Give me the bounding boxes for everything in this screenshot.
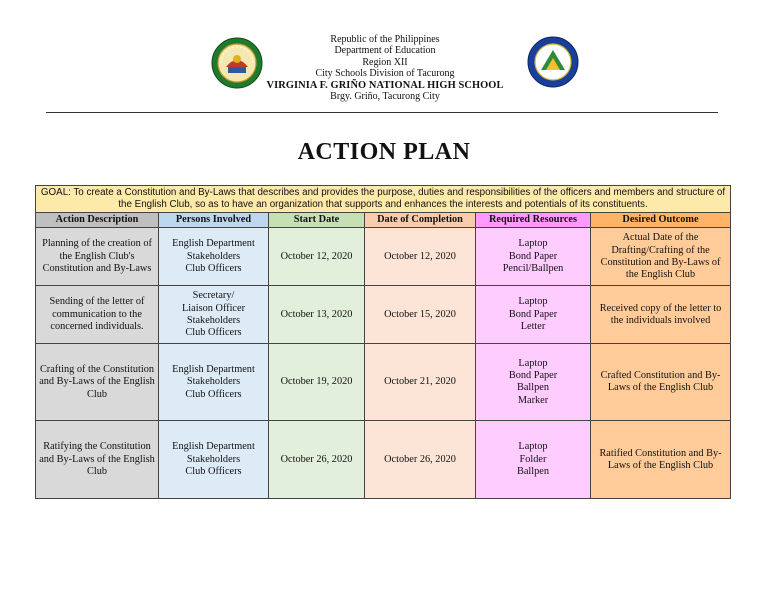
resource-item: Laptop xyxy=(518,357,548,369)
completion-date-cell: October 26, 2020 xyxy=(365,421,476,499)
header-line: City Schools Division of Tacurong xyxy=(315,68,455,80)
resource-item: Laptop xyxy=(518,296,548,308)
resource-item: Bond Paper xyxy=(508,370,558,381)
person-item: Club Officers xyxy=(185,327,242,339)
person-item: Liaison Officer xyxy=(182,302,245,314)
start-date-cell: October 12, 2020 xyxy=(269,228,365,286)
letterhead xyxy=(0,0,768,120)
resource-item: Ballpen xyxy=(516,466,550,478)
outcome-cell: Crafted Constitution and By-Laws of the English Club xyxy=(591,344,731,421)
outcome-cell: Ratified Constitution and By-Laws of the English Club xyxy=(591,421,731,499)
completion-date-cell: October 21, 2020 xyxy=(365,344,476,421)
letterhead-text xyxy=(260,34,510,102)
action-plan-table xyxy=(35,185,731,499)
person-item: Stakeholders xyxy=(186,314,241,326)
person-item: English Department xyxy=(172,363,255,375)
deped-seal-icon xyxy=(211,37,263,89)
table-row xyxy=(36,228,731,286)
action-cell: Ratifying the Constitution and By-Laws of the English Club xyxy=(36,421,159,499)
school-seal-icon xyxy=(527,36,579,88)
persons-cell xyxy=(159,344,269,421)
completion-date-cell: October 15, 2020 xyxy=(365,286,476,344)
column-header: Date of Completion xyxy=(365,213,476,228)
resource-item: Laptop xyxy=(518,441,548,453)
action-cell: Crafting of the Constitution and By-Laws of the English Club xyxy=(36,344,159,421)
resources-cell xyxy=(476,228,591,286)
resource-item: Laptop xyxy=(518,238,548,250)
resources-cell xyxy=(476,286,591,344)
column-header: Required Resources xyxy=(476,213,591,228)
school-address: Brgy. Griño, Tacurong City xyxy=(330,91,440,103)
resources-cell xyxy=(476,344,591,421)
completion-date-cell: October 12, 2020 xyxy=(365,228,476,286)
action-cell: Planning of the creation of the English Club's Constitution and By-Laws xyxy=(36,228,159,286)
resource-item: Bond Paper xyxy=(508,250,558,262)
table-header-row xyxy=(36,213,731,228)
persons-cell xyxy=(159,286,269,344)
start-date-cell: October 13, 2020 xyxy=(269,286,365,344)
resources-cell xyxy=(476,421,591,499)
persons-cell xyxy=(159,421,269,499)
table-row xyxy=(36,286,731,344)
table-row xyxy=(36,344,731,421)
person-item: English Department xyxy=(172,441,255,453)
persons-cell xyxy=(159,228,269,286)
person-item: Stakeholders xyxy=(186,376,241,388)
resource-item: Ballpen xyxy=(516,382,550,394)
goal-text: GOAL: To create a Constitution and By-Laws that describes and provides the purpose, duties and responsibilities of the officers and members and structure of the English Club, so as to have an organization that supports and enhances the interests and potentials of its constituents. xyxy=(36,186,731,213)
resource-item: Marker xyxy=(517,394,549,406)
column-header: Start Date xyxy=(269,213,365,228)
column-header: Persons Involved xyxy=(159,213,269,228)
person-item: Stakeholders xyxy=(186,453,241,465)
person-item: Club Officers xyxy=(185,466,242,478)
action-cell: Sending of the letter of communication to the concerned individuals. xyxy=(36,286,159,344)
school-name: VIRGINIA F. GRIÑO NATIONAL HIGH SCHOOL xyxy=(266,79,504,91)
person-item: Secretary/ xyxy=(192,290,235,302)
resource-item: Bond Paper xyxy=(508,308,558,320)
page-title: ACTION PLAN xyxy=(297,139,471,165)
header-divider xyxy=(46,112,718,113)
person-item: Club Officers xyxy=(185,388,242,400)
resource-item: Folder xyxy=(519,453,547,465)
outcome-cell: Actual Date of the Drafting/Crafting of the Constitution and By-Laws of the English Club xyxy=(591,228,731,286)
resource-item: Pencil/Ballpen xyxy=(502,263,564,275)
resource-item: Letter xyxy=(520,321,546,333)
column-header: Desired Outcome xyxy=(591,213,731,228)
column-header: Action Description xyxy=(36,213,159,228)
header-line: Region XII xyxy=(362,56,408,68)
header-line: Department of Education xyxy=(334,45,436,57)
outcome-cell: Received copy of the letter to the individuals involved xyxy=(591,286,731,344)
person-item: English Department xyxy=(172,238,255,250)
person-item: Stakeholders xyxy=(186,250,241,262)
start-date-cell: October 19, 2020 xyxy=(269,344,365,421)
start-date-cell: October 26, 2020 xyxy=(269,421,365,499)
table-row xyxy=(36,421,731,499)
person-item: Club Officers xyxy=(185,263,242,275)
goal-row xyxy=(36,186,731,213)
header-line: Republic of the Philippines xyxy=(330,34,440,45)
